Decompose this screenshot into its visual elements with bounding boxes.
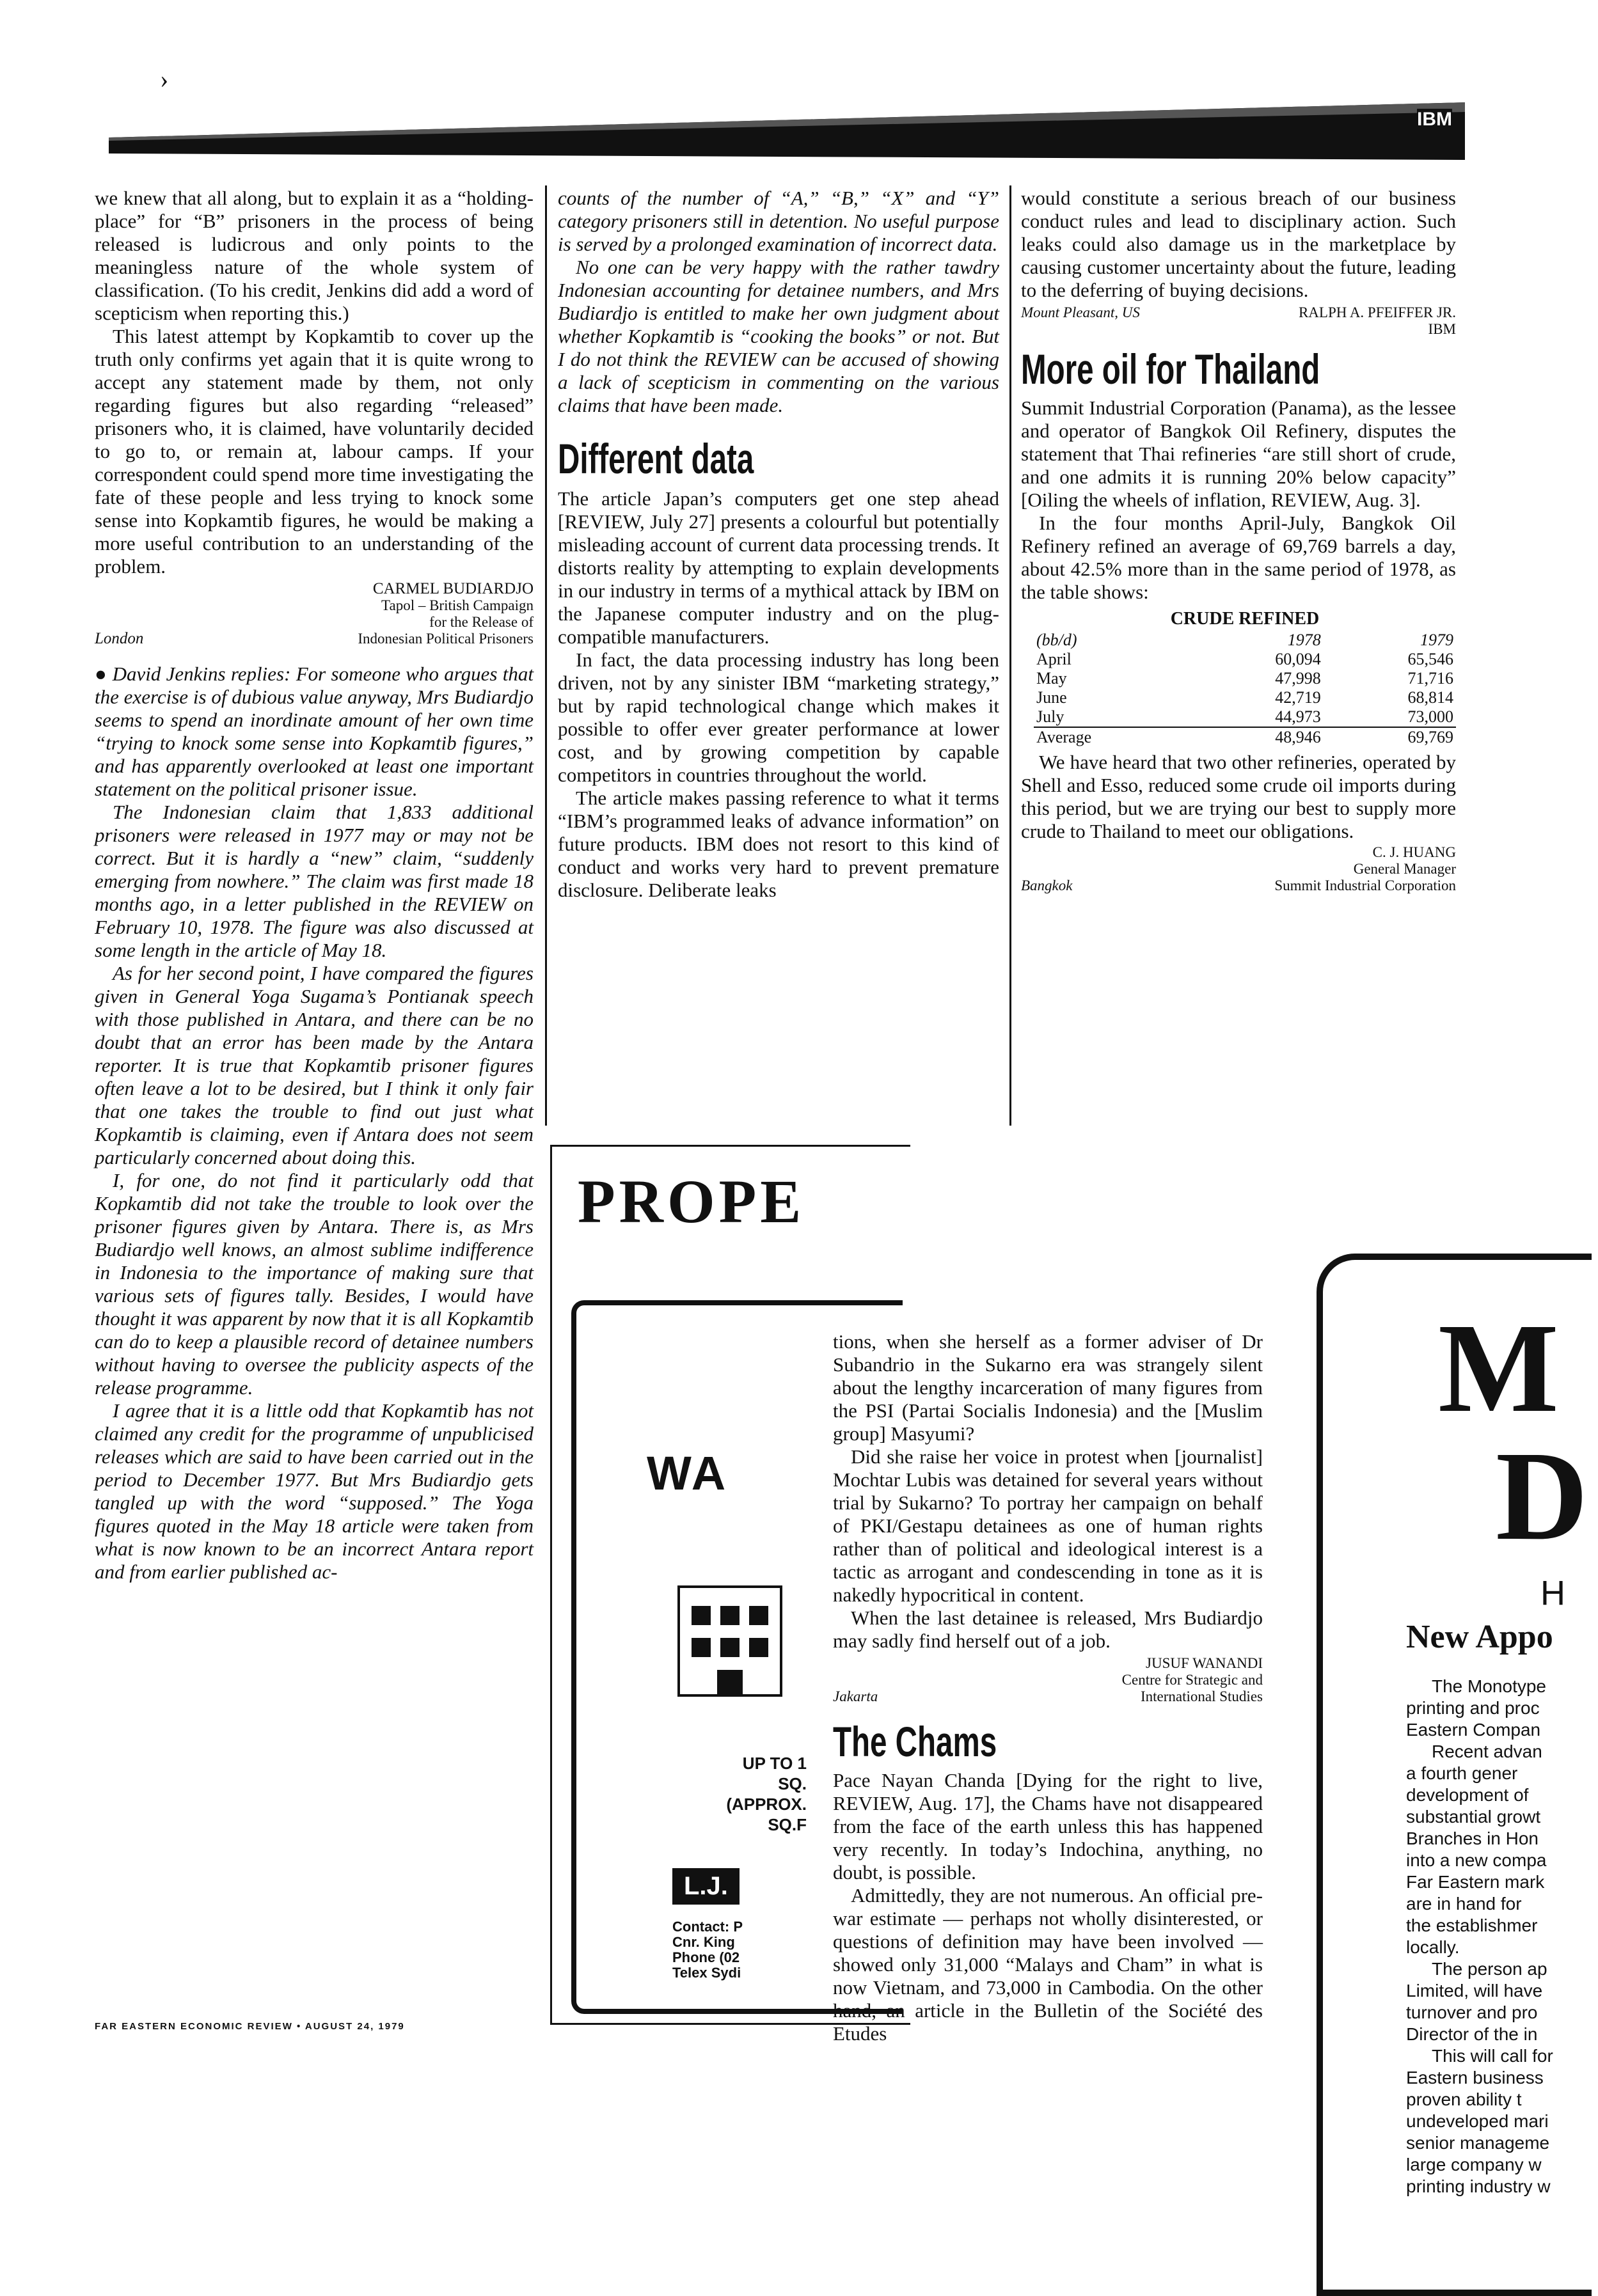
- ad-line: printing and proc: [1406, 1698, 1540, 1718]
- signer-name: RALPH A. PFEIFFER JR.: [1298, 304, 1456, 320]
- letter-paragraph: This latest attempt by Kopkamtib to cover up the truth only confirms yet again that it is quite wrong to accept any statement made by them, not only regarding figures but also regarding “released” prisoners who, it is claimed, have voluntarily decided to go to, or remain at, labour camps. If your correspondent could spend more time investigating the fate of these people and less trying to knock some sense into Kopkamtib figures, he would be making a more useful contribution to an understanding of the problem.: [95, 325, 534, 578]
- letter-signature: [833, 1655, 1263, 1705]
- ad-line: are in hand for: [1406, 1894, 1522, 1914]
- page-footer: FAR EASTERN ECONOMIC REVIEW • AUGUST 24, 1979: [95, 2021, 405, 2032]
- row-label: April: [1036, 650, 1072, 668]
- ad-line: printing industry w: [1406, 2176, 1551, 2196]
- row-1978: 48,946: [1275, 728, 1321, 746]
- signer-org-line: for the Release of: [429, 614, 534, 630]
- ad-line: proven ability t: [1406, 2089, 1522, 2109]
- ad-line: Eastern business: [1406, 2068, 1544, 2088]
- reply-continuation: [558, 187, 999, 417]
- signer-row: [1021, 877, 1456, 894]
- row-1978: 60,094: [1275, 650, 1321, 668]
- row-label: May: [1036, 669, 1067, 688]
- ad-heading: New Appo: [1406, 1619, 1553, 1655]
- signer-org: IBM: [1428, 321, 1456, 337]
- letter-paragraph: Admittedly, they are not numerous. An official pre-war estimate — perhaps not wholly disinterested, or questions of definition may have been involved — showed only 31,000 “Malays and Cham” in what is now Vietnam, and 73,000 in Cambodia. On the other hand, an article in the Bulletin of the Société des Etudes: [833, 1884, 1263, 2045]
- ad-line: turnover and pro: [1406, 2002, 1538, 2022]
- ad-line: senior manageme: [1406, 2133, 1550, 2153]
- ad-line: development of: [1406, 1785, 1529, 1805]
- headline-the-chams: The Chams: [833, 1718, 997, 1765]
- reply-paragraph: ● David Jenkins replies: For someone who argues that the exercise is of dubious value anyway, Mrs Budiardjo seems to spend an inordinate amount of her own time “trying to knock some sense into Kopkamtib figures,” and has apparently overlooked at least one important statement on the political prisoner issue.: [95, 663, 534, 800]
- reply-paragraph: I agree that it is a little odd that Kopkamtib has not claimed any credit for the programme of unpublicised releases which are said to have been carried out in the period to December 1977. But Mrs Budiardjo gets tangled up with the word “supposed.” The Yoga figures quoted in the May 18 article were taken from what is now known to be an incorrect Antara report and from earlier published ac-: [95, 1399, 534, 1583]
- ad-contact-line: Phone (02: [672, 1949, 740, 1965]
- ad-line: Recent advan: [1432, 1742, 1542, 1761]
- signer-city: Mount Pleasant, US: [1021, 304, 1140, 320]
- row-label: June: [1036, 688, 1067, 707]
- reply-paragraph: I, for one, do not find it particularly odd that Kopkamtib did not take the trouble to look over the prisoner figures given by Antara. There is, as Mrs Budiardjo well knows, an almost sublime indifference in Indonesia to the importance of making sure that various sets of figures tally. Besides, I would have thought it was apparent by now that it is all Kopkamtib can do to keep a plausible record of detainee numbers without having to oversee the publicity aspects of the release programme.: [95, 1169, 534, 1399]
- letter-signature: [95, 581, 534, 647]
- table-header-row: [1034, 631, 1456, 650]
- letter-paragraph: would constitute a serious breach of our business conduct rules and lead to disciplinary action. Such leaks could also damage us in the marketplace by causing customer uncertainty about the future, leading to the deferring of buying decisions.: [1021, 187, 1456, 301]
- signer-city: Bangkok: [1021, 877, 1073, 893]
- letter-chams: [833, 1769, 1263, 2045]
- letter-budiardjo: [95, 187, 534, 647]
- letter-paragraph: Summit Industrial Corporation (Panama), as the lessee and operator of Bangkok Oil Refinery, disputes the statement that Thai refineries “are still short of crude, and one admits it is running 20% below capacity” [Oiling the wheels of inflation, REVIEW, Aug. 3].: [1021, 397, 1456, 511]
- signer-org-line: Tapol – British Campaign: [381, 597, 534, 613]
- row-label: Average: [1036, 728, 1092, 746]
- ad-line: large company w: [1406, 2155, 1542, 2174]
- corner-arrow-icon: ›: [160, 65, 169, 93]
- ad-line: substantial growt: [1406, 1807, 1541, 1827]
- ad-letter-h: H: [1540, 1574, 1565, 1612]
- letter-paragraph: The article Japan’s computers get one step ahead [REVIEW, July 27] presents a colourful but potentially misleading account of current data processing trends. It distorts reality by attempting to explain developments in our industry in terms of a mythical attack by IBM on the Japanese computer industry and on the plug-compatible manufacturers.: [558, 487, 999, 648]
- crude-refined-table: [1034, 608, 1456, 747]
- letter-paragraph: When the last detainee is released, Mrs Budiardjo may sadly find herself out of a job.: [833, 1607, 1263, 1652]
- ad-headline: PROPE: [578, 1167, 805, 1236]
- row-1979: 68,814: [1407, 688, 1453, 707]
- letter-signature: [1021, 844, 1456, 877]
- letter-thailand: [1021, 397, 1456, 894]
- editor-reply: [95, 663, 534, 1584]
- column-divider-1: [545, 185, 547, 1126]
- ad-big-letter: D: [1496, 1426, 1588, 1567]
- signer-org-line: Indonesian Political Prisoners: [358, 631, 534, 647]
- left-column: [95, 187, 534, 1584]
- letter-paragraph: In fact, the data processing industry has long been driven, not by any sinister IBM “marketing strategy,” but by rapid technological change which makes it possible to offer ever greater performance at lower cost, and by growing competition by capable competitors in countries throughout the world.: [558, 649, 999, 786]
- reply-paragraph: The Indonesian claim that 1,833 additional prisoners were released in 1977 may or may not be correct. But it is hardly a “new” claim, “suddenly emerging from nowhere.” The claim was first made 18 months ago, in a letter published in the REVIEW on February 10, 1978. The figure was also discussed at some length in the article of May 18.: [95, 801, 534, 961]
- column-divider-2: [1009, 185, 1011, 1126]
- signer-org-line: International Studies: [1141, 1688, 1263, 1704]
- ad-line: The person ap: [1432, 1959, 1547, 1979]
- ad-line: the establishmer: [1406, 1915, 1538, 1935]
- row-1978: 47,998: [1275, 669, 1321, 688]
- row-1979: 73,000: [1407, 707, 1453, 726]
- table-title: CRUDE REFINED: [1170, 609, 1320, 629]
- ad-body: [1406, 1676, 1598, 2198]
- ad-big-letter: M: [1438, 1298, 1559, 1439]
- ad-size-lines: [666, 1753, 807, 1835]
- row-1979: 65,546: [1407, 650, 1453, 668]
- signer-title: General Manager: [1353, 861, 1456, 877]
- reply-paragraph: counts of the number of “A,” “B,” “X” and “Y” category prisoners still in detention. No useful purpose is served by a prolonged examination of incorrect data.: [558, 187, 999, 255]
- ad-contact-line: Cnr. King: [672, 1934, 735, 1950]
- ad-contact: [672, 1919, 743, 1981]
- table-row: [1034, 650, 1456, 669]
- table-col-1979: 1979: [1420, 631, 1453, 649]
- ad-line: undeveloped mari: [1406, 2111, 1549, 2131]
- table-col-1978: 1978: [1287, 631, 1321, 649]
- table-row: [1034, 707, 1456, 727]
- bottom-centre-column: [833, 1330, 1263, 2045]
- ad-line: a fourth gener: [1406, 1763, 1518, 1783]
- crude-table: [1034, 631, 1456, 747]
- row-1979: 71,716: [1407, 669, 1453, 688]
- ad-logo: L.J.: [672, 1868, 740, 1905]
- letter-wanandi: [833, 1330, 1263, 1705]
- signer-name: C. J. HUANG: [1372, 844, 1456, 860]
- top-header-band: [0, 77, 1576, 166]
- letter-paragraph: tions, when she herself as a former adviser of Dr Subandrio in the Sukarno era was strangely silent about the lengthy incarceration of many figures from the PSI (Partai Socialis Indonesia) and the [Muslim group] Masyumi?: [833, 1330, 1263, 1445]
- header-wedge-graphic: [0, 77, 1576, 166]
- signer-city: Jakarta: [833, 1688, 878, 1704]
- ad-line: Eastern Compan: [1406, 1720, 1541, 1740]
- ad-line: Far Eastern mark: [1406, 1872, 1545, 1892]
- letter-paragraph: Pace Nayan Chanda [Dying for the right to live, REVIEW, Aug. 17], the Chams have not disappeared from the face of the earth unless this has happened very recently. In today’s Indochina, anything, no doubt, is possible.: [833, 1769, 1263, 1883]
- building-icon: [672, 1548, 787, 1702]
- table-row: [1034, 669, 1456, 688]
- reply-paragraph: No one can be very happy with the rather tawdry Indonesian accounting for detainee numbers, and Mrs Budiardjo is entitled to make her own judgment about whether Kopkamtib is “cooking the books” or not. But I do not think the REVIEW can be accused of showing a lack of scepticism in commenting on the various claims that have been made.: [558, 256, 999, 416]
- table-row: [1034, 688, 1456, 707]
- middle-column: [558, 187, 999, 902]
- ad-sub: WA: [647, 1447, 729, 1500]
- ad-size-line: SQ.F: [768, 1815, 807, 1834]
- letter-ibm-continuation: [1021, 187, 1456, 338]
- letter-paragraph: we knew that all along, but to explain it as a “holding-place” for “B” prisoners in the process of being released is ludicrous and only points to the meaningless nature of the whole system of classification. (To his credit, Jenkins did add a word of scepticism when reporting this.): [95, 187, 534, 324]
- right-column: [1021, 187, 1456, 894]
- ad-line: locally.: [1406, 1937, 1460, 1957]
- row-1978: 44,973: [1275, 707, 1321, 726]
- ad-contact-line: Telex Sydi: [672, 1965, 741, 1981]
- letter-different-data: [558, 487, 999, 902]
- ad-line: Branches in Hon: [1406, 1828, 1539, 1848]
- letter-paragraph: We have heard that two other refineries, operated by Shell and Esso, reduced some crude oil imports during this period, but we are trying our best to supply more crude to Thailand to meet our obligations.: [1021, 751, 1456, 842]
- row-1978: 42,719: [1275, 688, 1321, 707]
- monotype-ad: [1317, 1254, 1592, 2296]
- signer-name: CARMEL BUDIARDJO: [372, 580, 534, 597]
- table-unit: (bb/d): [1036, 631, 1077, 649]
- signer-city: London: [95, 630, 144, 647]
- row-1979: 69,769: [1407, 728, 1453, 746]
- ad-line: into a new compa: [1406, 1850, 1547, 1870]
- ad-size-line: UP TO 1: [742, 1754, 807, 1773]
- ad-line: Director of the in: [1406, 2024, 1538, 2044]
- ad-contact-line: Contact: P: [672, 1919, 743, 1935]
- signer-org: Summit Industrial Corporation: [1274, 877, 1456, 893]
- letter-paragraph: The article makes passing reference to what it terms “IBM’s programmed leaks of advance information” on future products. IBM does not resort to this kind of conduct and works very hard to prevent premature disclosure. Deliberate leaks: [558, 787, 999, 901]
- ad-line: Limited, will have: [1406, 1981, 1543, 2001]
- ad-size-line: (APPROX.: [726, 1795, 807, 1814]
- header-brand: IBM: [1417, 109, 1452, 130]
- letter-paragraph: In the four months April-July, Bangkok Oil Refinery refined an average of 69,769 barrels a day, about 42.5% more than in the same period of 1978, as the table shows:: [1021, 512, 1456, 603]
- ad-line: The Monotype: [1432, 1676, 1546, 1696]
- letter-signature: [1021, 304, 1456, 321]
- ad-line: This will call for: [1432, 2046, 1553, 2066]
- signer-name: JUSUF WANANDI: [1146, 1655, 1263, 1671]
- headline-more-oil-for-thailand: More oil for Thailand: [1021, 345, 1320, 393]
- table-average-row: [1034, 727, 1456, 747]
- row-label: July: [1036, 707, 1064, 726]
- headline-different-data: Different data: [558, 435, 754, 482]
- signer-org-line: Centre for Strategic and: [1121, 1672, 1263, 1688]
- reply-paragraph: As for her second point, I have compared the figures given in General Yoga Sugama’s Pontianak speech with those published in Antara, and there can be no doubt that an error has been made by the Antara reporter. It is true that Kopkamtib prisoner figures often leave a lot to be desired, but I think it only fair that one takes the trouble to find out just what Kopkamtib is claiming, even if Antara does not seem particularly concerned about doing this.: [95, 962, 534, 1168]
- letter-paragraph: Did she raise her voice in protest when [journalist] Mochtar Lubis was detained for several years without trial by Sukarno? To portray her campaign on behalf of PKI/Gestapu detainees as one of human rights rather than of political and ideological interest is a tactic as arrogant and condescending in tone as it is nakedly hypocritical in content.: [833, 1445, 1263, 1606]
- ad-size-line: SQ.: [778, 1774, 807, 1793]
